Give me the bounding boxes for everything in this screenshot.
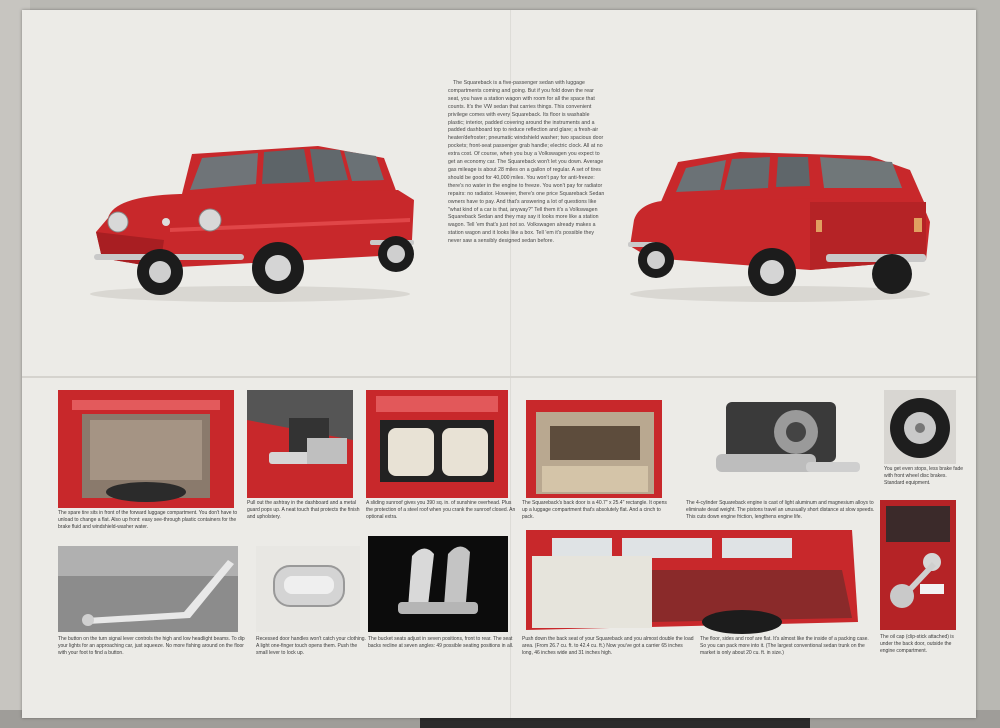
- caption-back-seat: Push down the back seat of your Squareback and you almost double the load area. (From 26.7 cu. ft. to 42.4 cu. ft.) Now you've got a carrier 65 inches long, 46 inches wide and 31 inches high.: [522, 636, 694, 656]
- caption-back-door: The Squareback's back door is a 40.7" x 25.4" rectangle. It opens up a luggage compartment that's absolutely flat. And a cinch to pack.: [522, 500, 667, 520]
- photo-ashtray: [247, 390, 353, 498]
- brochure-sheet: [22, 10, 976, 718]
- photo-back-seat: [522, 526, 862, 634]
- caption-brakes: You get even stops, less brake fade with front wheel disc brakes. Standard equipment.: [884, 466, 964, 486]
- caption-lever: The button on the turn signal lever controls the high and low headlight beams. To dip your lights for an approaching car, just squeeze. No more fishing around on the floor with your foot to find a button.: [58, 636, 245, 656]
- caption-engine: The 4-cylinder Squareback engine is cast of light aluminum and magnesium alloys to eliminate dead weight. The pistons travel an unusually short distance at slow speeds. This cuts down engine friction, lengthens engine life.: [686, 500, 875, 520]
- photo-oil-cap: [880, 500, 956, 630]
- photo-lever: [58, 546, 238, 632]
- photo-spare-tire: [58, 390, 234, 508]
- photo-sunroof: [366, 390, 508, 498]
- caption-door-handles: Recessed door handles won't catch your clothing. A light one-finger touch opens them. Push the small lever to lock up.: [256, 636, 366, 656]
- caption-oil-cap: The oil cap (clip-stick attached) is under the back door, outside the engine compartment.: [880, 634, 954, 654]
- caption-spare-tire: The spare tire sits in front of the forward luggage compartment. You don't have to unload to change a flat. Also up front: easy see-through plastic containers for the brake fluid and windshield-washer water.: [58, 510, 238, 530]
- photo-brakes: [884, 390, 956, 464]
- car-front-image: [80, 136, 420, 306]
- photo-seats: [368, 536, 508, 632]
- photo-back-door: [522, 390, 668, 498]
- horizontal-fold: [22, 376, 976, 378]
- caption-seats: The bucket seats adjust in seven positions, front to rear. The seat backs recline at seven angles: 49 possible seating positions in all.: [368, 636, 514, 649]
- caption-floor: The floor, sides and roof are flat. It's almost like the inside of a packing case. So you can pack more into it. (The largest conventional sedan trunk on the market is only about 20 cu. ft. in size.): [700, 636, 869, 656]
- intro-text: The Squareback is a five-passenger sedan with luggage compartments coming and going. But if you fold down the rear seat, you have a station wagon with room for all the space that counts. It's the VW sedan that carries things. This convenient privilege comes with every Squareback. Its floor is washable plastic; interior, padded covering around the instruments and a padded dashboard top to reduce reflection and glare; a fresh-air heater/defroster; pneumatic windshield washer; two spacious door pockets; front-seat passenger grab handle; electric clock. All at no extra cost. Of course, when you buy a Volkswagen you expect to get an economy car. The Squareback won't let you down. Average gas mileage is about 28 miles on a gallon of regular. A set of tires should be good for 40,000 miles. You won't pay for anti-freeze: there's no water in the engine to freeze. You won't pay for radiator repairs: no radiator. However, there's one price Squareback Sedan owners have to pay. And that's answering a lot of questions like "what kind of a car is that, anyway?" Tell them it's a Volkswagen Squareback Sedan and they may say it looks more like a station wagon. Tell 'em that's just not so. Volkswagen already makes a station wagon and it looks like a box. Tell 'em it's possible they never saw a sensibly designed sedan before.: [448, 80, 605, 245]
- caption-ashtray: Pull out the ashtray in the dashboard and a metal guard pops up. A neat touch that protects the finish and upholstery.: [247, 500, 360, 520]
- caption-sunroof: A sliding sunroof gives you 390 sq. in. of sunshine overhead. Plus the protection of a steel roof when you crank the sunroof closed. An optional extra.: [366, 500, 516, 520]
- photo-door-handle: [256, 546, 360, 632]
- car-rear-image: [620, 142, 936, 306]
- photo-engine: [686, 390, 872, 498]
